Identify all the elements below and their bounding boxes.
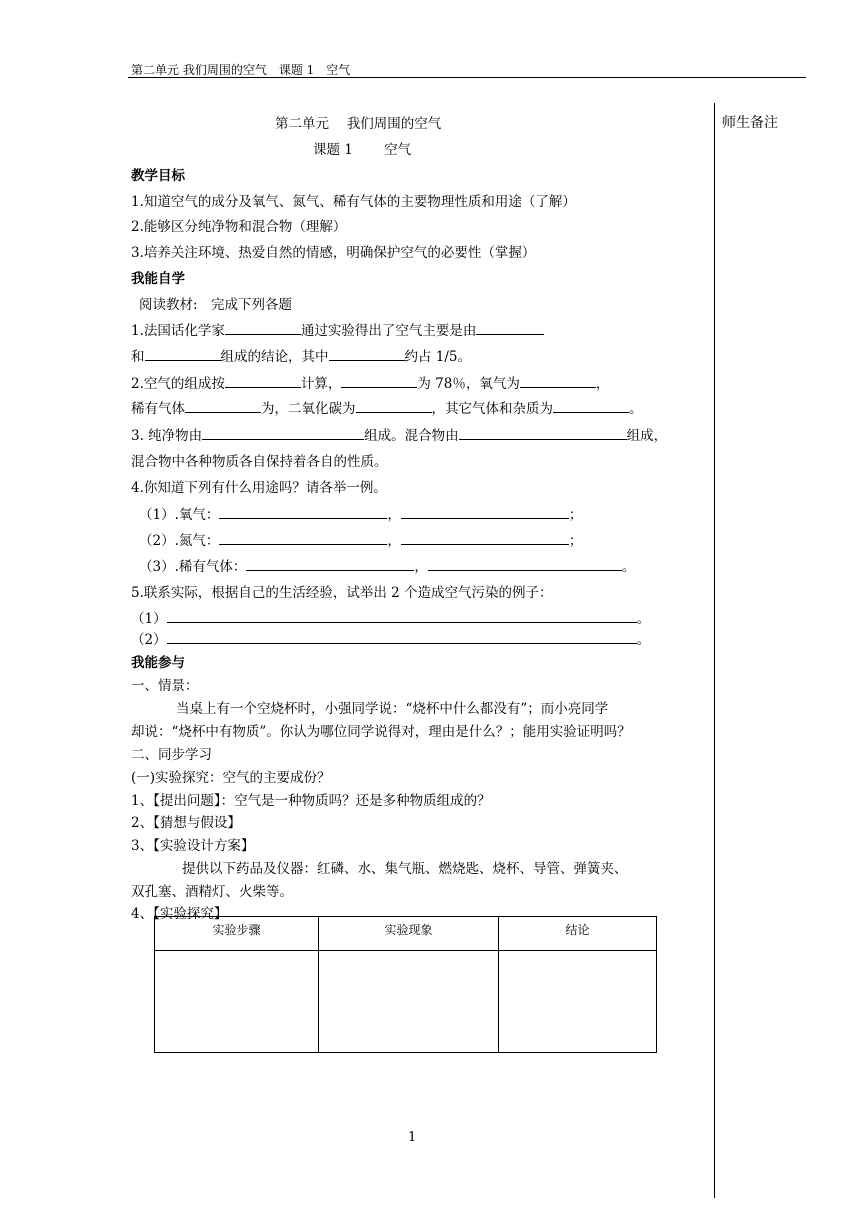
item-label: （2） xyxy=(131,632,167,648)
item-separator: ， xyxy=(387,507,401,523)
question-4-title: 4.你知道下列有什么用途吗？请各举一例。 xyxy=(131,480,387,496)
question-2-text: ， xyxy=(595,376,610,392)
question-2-text: ，其它气体和杂质为 xyxy=(431,401,553,417)
answer-blank[interactable] xyxy=(476,320,544,335)
item-label: （1） xyxy=(131,611,167,627)
question-3-line1 xyxy=(131,424,667,444)
goal-item: 1.知道空气的成分及氧气、氮气、稀有气体的主要物理性质和用途（了解） xyxy=(131,194,576,210)
answer-blank[interactable] xyxy=(520,373,596,388)
question-4-item xyxy=(139,529,582,549)
answer-blank[interactable] xyxy=(341,373,417,388)
answer-blank[interactable] xyxy=(401,504,569,519)
table-cell-steps[interactable] xyxy=(155,951,319,1053)
goals-heading: 教学目标 xyxy=(131,168,185,184)
table-header-row xyxy=(155,917,657,951)
item-end: 。 xyxy=(636,632,651,648)
question-2-text: 为 78％，氧气为 xyxy=(417,376,520,392)
scene-text: 当桌上有一个空烧杯时，小强同学说：“烧杯中什么都没有”；而小亮同学 xyxy=(176,701,609,717)
question-2-text: 2.空气的组成按 xyxy=(131,376,225,392)
question-2-text: 为，二氧化碳为 xyxy=(261,401,356,417)
answer-blank[interactable] xyxy=(401,530,569,545)
question-1-text: 约占 1/5。 xyxy=(404,349,472,365)
answer-blank[interactable] xyxy=(219,530,387,545)
question-2-text: 。 xyxy=(629,401,643,417)
item-separator: ， xyxy=(387,533,401,549)
answer-blank[interactable] xyxy=(329,346,405,361)
answer-blank[interactable] xyxy=(246,556,414,571)
table-header: 实验步骤 xyxy=(155,917,319,951)
question-1-text: 组成的结论，其中 xyxy=(220,349,329,365)
question-1-text: 和 xyxy=(131,349,145,365)
answer-blank[interactable] xyxy=(428,556,622,571)
inquiry-step: 1、【提出问题】：空气是一种物质吗？还是多种物质组成的？ xyxy=(131,793,491,809)
section-heading: 一、情景： xyxy=(131,678,199,694)
item-label: （2）.氮气： xyxy=(139,533,220,549)
section-heading: 二、同步学习 xyxy=(131,747,212,763)
subsection-heading: (一)实验探究：空气的主要成份？ xyxy=(131,770,331,786)
item-end: 。 xyxy=(621,559,636,575)
question-5-item xyxy=(131,607,650,627)
goal-item: 2.能够区分纯净物和混合物（理解） xyxy=(131,219,347,235)
answer-blank[interactable] xyxy=(202,425,364,440)
question-4-item xyxy=(139,503,582,523)
answer-blank[interactable] xyxy=(219,504,387,519)
page-number: 1 xyxy=(408,1130,417,1145)
question-5-title: 5.联系实际，根据自己的生活经验，试举出 2 个造成空气污染的例子： xyxy=(131,585,553,601)
unit-title: 第二单元 我们周围的空气 xyxy=(275,116,442,132)
header-divider xyxy=(128,77,806,78)
question-2-text: 计算， xyxy=(300,376,342,392)
answer-blank[interactable] xyxy=(167,629,637,644)
materials-text: 双孔塞、酒精灯、火柴等。 xyxy=(131,884,293,900)
table-cell-conclusion[interactable] xyxy=(499,951,657,1053)
answer-blank[interactable] xyxy=(185,398,261,413)
table-cell-phenomena[interactable] xyxy=(319,951,499,1053)
goal-item: 3.培养关注环境、热爱自然的情感，明确保护空气的必要性（掌握） xyxy=(131,245,536,261)
self-study-intro: 阅读教材: 完成下列各题 xyxy=(139,297,293,313)
question-1-text: 1.法国话化学家 xyxy=(131,323,225,339)
table-header: 实验现象 xyxy=(319,917,499,951)
question-3-line2: 混合物中各种物质各自保持着各自的性质。 xyxy=(131,454,388,470)
answer-blank[interactable] xyxy=(225,320,301,335)
experiment-table xyxy=(154,916,657,1053)
question-3-text: 组成， xyxy=(626,428,668,444)
running-header: 第二单元 我们周围的空气 课题 1 空气 xyxy=(131,63,351,77)
question-2-line1 xyxy=(131,372,609,392)
question-2-line2 xyxy=(131,397,643,417)
item-end: 。 xyxy=(636,611,651,627)
inquiry-step: 2、【猜想与假设】 xyxy=(131,815,241,831)
item-separator: ， xyxy=(414,559,428,575)
notes-column-label: 师生备注 xyxy=(722,115,778,131)
item-label: （3）.稀有气体： xyxy=(139,559,247,575)
item-end: ； xyxy=(568,533,583,549)
item-label: （1）.氧气： xyxy=(139,507,220,523)
answer-blank[interactable] xyxy=(145,346,221,361)
scene-text: 却说：“烧杯中有物质”。你认为哪位同学说得对，理由是什么？；能用实验证明吗？ xyxy=(131,724,631,740)
question-1-line2 xyxy=(131,345,471,365)
self-study-heading: 我能自学 xyxy=(131,271,185,287)
question-5-item xyxy=(131,628,650,648)
materials-text: 提供以下药品及仪器：红磷、水、集气瓶、燃烧匙、烧杯、导管、弹簧夹、 xyxy=(182,861,628,877)
participate-heading: 我能参与 xyxy=(131,655,185,671)
inquiry-step: 3、【实验设计方案】 xyxy=(131,838,255,854)
answer-blank[interactable] xyxy=(225,373,301,388)
table-header: 结论 xyxy=(499,917,657,951)
question-3-text: 3. 纯净物由 xyxy=(131,428,203,444)
answer-blank[interactable] xyxy=(553,398,629,413)
answer-blank[interactable] xyxy=(167,608,637,623)
question-4-item xyxy=(139,555,635,575)
table-row xyxy=(155,951,657,1053)
question-1-line1 xyxy=(131,319,544,339)
inquiry-step: 4、【实验探究】 xyxy=(131,906,228,922)
answer-blank[interactable] xyxy=(356,398,432,413)
answer-blank[interactable] xyxy=(459,425,627,440)
question-3-text: 组成。混合物由 xyxy=(364,428,459,444)
question-1-text: 通过实验得出了空气主要是由 xyxy=(300,323,477,339)
question-2-text: 稀有气体 xyxy=(131,401,185,417)
item-end: ； xyxy=(568,507,583,523)
lesson-title: 课题 1 空气 xyxy=(313,142,412,158)
notes-column-divider xyxy=(714,103,715,1198)
